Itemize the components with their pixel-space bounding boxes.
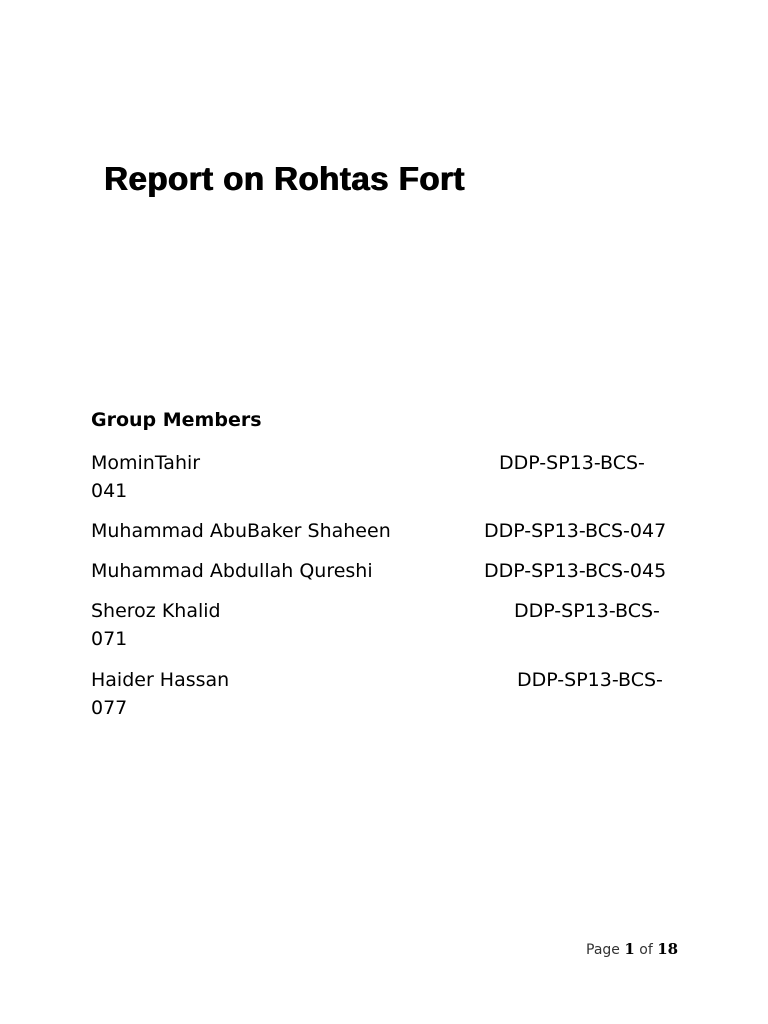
page-footer — [586, 940, 678, 958]
member-name: MominTahir — [91, 452, 201, 474]
member-name: Haider Hassan — [91, 669, 230, 691]
member-id: DDP-SP13-BCS-047 — [484, 520, 667, 542]
of-label: of — [639, 942, 653, 958]
member-id: DDP-SP13-BCS-045 — [484, 560, 667, 582]
report-title: Report on Rohtas Fort — [104, 160, 465, 197]
member-id-wrap: 071 — [91, 628, 128, 650]
page-label: Page — [586, 942, 620, 958]
member-id-wrap: 041 — [91, 480, 128, 502]
member-name: Sheroz Khalid — [91, 600, 221, 622]
member-id: DDP-SP13-BCS- — [514, 600, 660, 622]
member-id: DDP-SP13-BCS- — [499, 452, 645, 474]
member-id: DDP-SP13-BCS- — [517, 669, 663, 691]
page-current: 1 — [624, 940, 635, 958]
page-total: 18 — [657, 940, 679, 958]
member-name: Muhammad Abdullah Qureshi — [91, 560, 373, 582]
member-name: Muhammad AbuBaker Shaheen — [91, 520, 391, 542]
group-members-heading: Group Members — [91, 409, 262, 431]
member-id-wrap: 077 — [91, 697, 128, 719]
